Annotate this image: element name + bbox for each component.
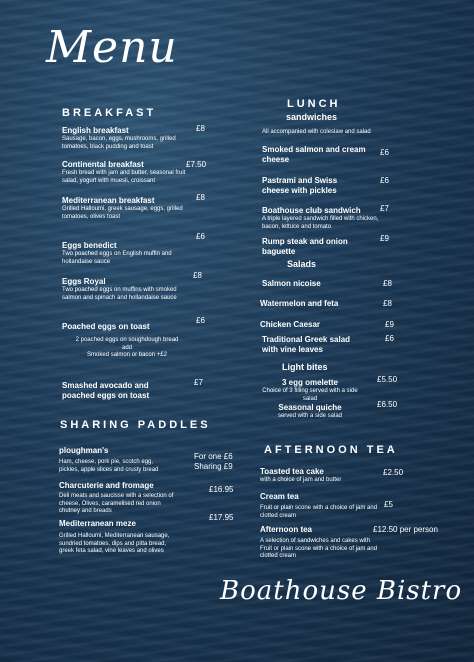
item-price: £17.95 <box>209 513 234 522</box>
brand-signature: Boathouse Bistro <box>220 576 463 606</box>
breakfast-heading: BREAKFAST <box>62 107 157 119</box>
item-price: £6 <box>196 232 205 241</box>
item-price: £6 <box>385 334 394 343</box>
item-desc: with a choice of jam and butter <box>260 477 342 483</box>
tea-item <box>260 525 378 561</box>
item-price: £6 <box>380 148 389 157</box>
item-name: Smoked salmon and cream cheese <box>262 145 366 164</box>
item-desc: A selection of sandwiches and cakes with Fruit or plain scone with a choice of jam and clotted cream <box>260 538 378 559</box>
light-bites-heading: Light bites <box>282 362 328 372</box>
item-desc: Two poached eggs on muffins with smoked salmon and spinach and hollandaise sauce <box>62 287 177 301</box>
item-price: £8 <box>383 299 392 308</box>
item-price: £9 <box>380 234 389 243</box>
sharing-item <box>59 446 174 474</box>
item-price: £5.50 <box>377 375 398 384</box>
item-price: £8 <box>193 271 202 280</box>
item-desc: A triple layered sandwich filled with chicken, bacon, lettuce and tomato <box>262 216 379 230</box>
item-name: 3 egg omelette <box>281 378 338 387</box>
lunch-item <box>262 206 394 231</box>
lunch-item <box>262 176 352 196</box>
item-name: Seasonal quiche <box>278 403 342 412</box>
item-name: Charcuterie and fromage <box>59 481 154 490</box>
item-name: Afternoon tea <box>260 525 312 534</box>
sharing-heading: SHARING PADDLES <box>60 419 211 431</box>
item-name: Mediterranean meze <box>59 519 136 528</box>
item-price: £7.50 <box>186 160 207 169</box>
item-price: £2.50 <box>383 468 404 477</box>
breakfast-item <box>62 322 192 360</box>
item-name: Eggs Royal <box>62 277 106 286</box>
light-item <box>262 403 358 421</box>
item-desc: 2 poached eggs on soughdough bread <box>75 337 179 343</box>
sharing-item <box>59 519 174 556</box>
item-name: Cream tea <box>260 492 299 501</box>
item-name: Pastrami and Swiss cheese with pickles <box>262 176 338 195</box>
afternoon-tea-heading: AFTERNOON TEA <box>264 444 398 456</box>
item-desc: Grilled Halloumi, Mediterranean sausage, sundried tomatoes, dips and pitta bread, greek feta salad, vine leaves and olives <box>59 533 170 554</box>
item-desc: Choice of 3 filling served with a side salad <box>262 388 358 402</box>
salad-name: Watermelon and feta <box>260 299 339 308</box>
item-name: Traditional Greek salad with vine leaves <box>262 335 351 354</box>
salads-heading: Salads <box>287 259 317 269</box>
item-desc: add <box>121 344 132 351</box>
item-desc: Fruit or plain scone with a choice of jam and clotted cream <box>260 505 378 519</box>
sharing-item <box>59 481 174 516</box>
lunch-item <box>262 145 377 165</box>
item-name: English breakfast <box>62 126 129 135</box>
item-desc: Sausage, bacon, eggs, mushrooms, grilled tomatoes, black pudding and toast <box>62 136 176 150</box>
item-desc: Grilled Halloumi, greek sausage, eggs, grilled tomatoes, olives toast <box>62 206 183 220</box>
breakfast-item <box>62 160 187 185</box>
item-price: £6 <box>196 316 205 325</box>
item-price: £8 <box>196 124 205 133</box>
item-name: Boathouse club sandwich <box>262 206 361 215</box>
breakfast-item <box>62 196 192 221</box>
item-price: £12.50 per person <box>373 525 438 534</box>
item-desc: served with a side salad <box>277 413 343 419</box>
salad-name: Salmon nicoise <box>262 279 321 288</box>
salad-name: Chicken Caesar <box>260 320 321 329</box>
light-item <box>262 378 358 403</box>
salad-item <box>262 335 357 355</box>
tea-item <box>260 467 375 485</box>
item-name: Eggs benedict <box>62 241 117 250</box>
item-desc: Ham, cheese, pork pie, scotch egg, pickles, apple slices and crusty bread <box>59 459 159 473</box>
breakfast-item <box>62 381 167 401</box>
item-price: £7 <box>194 378 203 387</box>
item-price: £8 <box>383 279 392 288</box>
item-name: Smashed avocado and poached eggs on toast <box>62 381 150 400</box>
item-price: £16.95 <box>209 485 234 494</box>
item-price: Sharing £9 <box>194 462 233 471</box>
item-price: £6 <box>380 176 389 185</box>
breakfast-item <box>62 277 192 302</box>
item-name: Rump steak and onion baguette <box>262 237 348 256</box>
item-price: £5 <box>384 500 393 509</box>
breakfast-item <box>62 126 192 151</box>
item-desc: Smoked salmon or bacon +£2 <box>87 352 167 358</box>
item-price: £6.50 <box>377 400 398 409</box>
lunch-note: All accompanied with coleslaw and salad <box>262 129 371 135</box>
breakfast-item <box>62 241 192 266</box>
lunch-heading: LUNCH <box>287 98 341 110</box>
item-price: £7 <box>380 204 389 213</box>
item-price: £9 <box>385 320 394 329</box>
menu-title: Menu <box>46 22 178 73</box>
item-price: £8 <box>196 193 205 202</box>
item-desc: Deli meats and saucisse with a selection of cheese, Olives, caramelised red onion chutney and breads <box>59 493 174 514</box>
item-price: For one £6 <box>194 452 233 461</box>
item-desc: Two poached eggs on English muffin and hollandaise sauce <box>62 251 172 265</box>
item-name: Continental breakfast <box>62 160 144 169</box>
item-name: Toasted tea cake <box>260 467 324 476</box>
item-name: Poached eggs on toast <box>62 322 150 331</box>
lunch-item <box>262 237 362 257</box>
item-name: ploughman's <box>59 446 109 455</box>
tea-item <box>260 492 378 520</box>
item-name: Mediterranean breakfast <box>62 196 155 205</box>
sandwiches-heading: sandwiches <box>286 112 338 122</box>
item-desc: Fresh bread with jam and butter, seasonal fruit salad, yogurt with muesli, croissant <box>62 170 186 184</box>
